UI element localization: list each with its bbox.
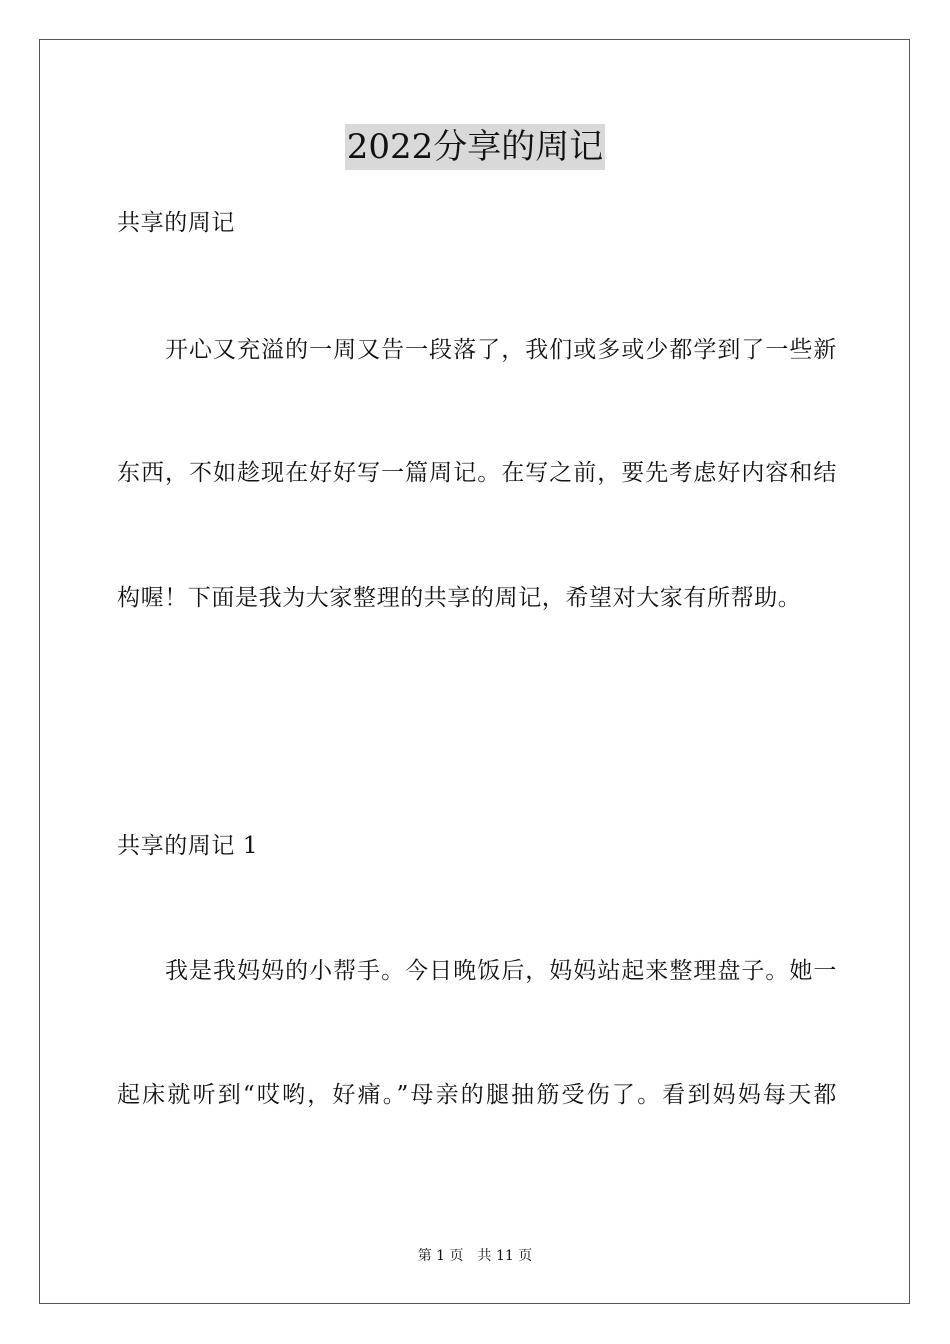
paragraph-line: 构喔！下面是我为大家整理的共享的周记，希望对大家有所帮助。 bbox=[117, 585, 802, 611]
paragraph-line: 东西，不如趁现在好好写一篇周记。在写之前，要先考虑好内容和结 bbox=[117, 460, 837, 486]
paragraph-line: 我是我妈妈的小帮手。今日晚饭后，妈妈站起来整理盘子。她一 bbox=[117, 958, 837, 984]
title-wrap bbox=[0, 124, 950, 170]
paragraph-line: 开心又充溢的一周又告一段落了，我们或多或少都学到了一些新 bbox=[117, 337, 837, 363]
document-title: 2022分享的周记 bbox=[345, 124, 606, 170]
paragraph-line: 共享的周记 bbox=[117, 210, 235, 236]
section-heading: 共享的周记 1 bbox=[117, 833, 259, 859]
paragraph-line: 起床就听到“哎哟，好痛。”母亲的腿抽筋受伤了。看到妈妈每天都 bbox=[117, 1082, 837, 1108]
page-footer: 第 1 页 共 11 页 bbox=[417, 1248, 533, 1264]
